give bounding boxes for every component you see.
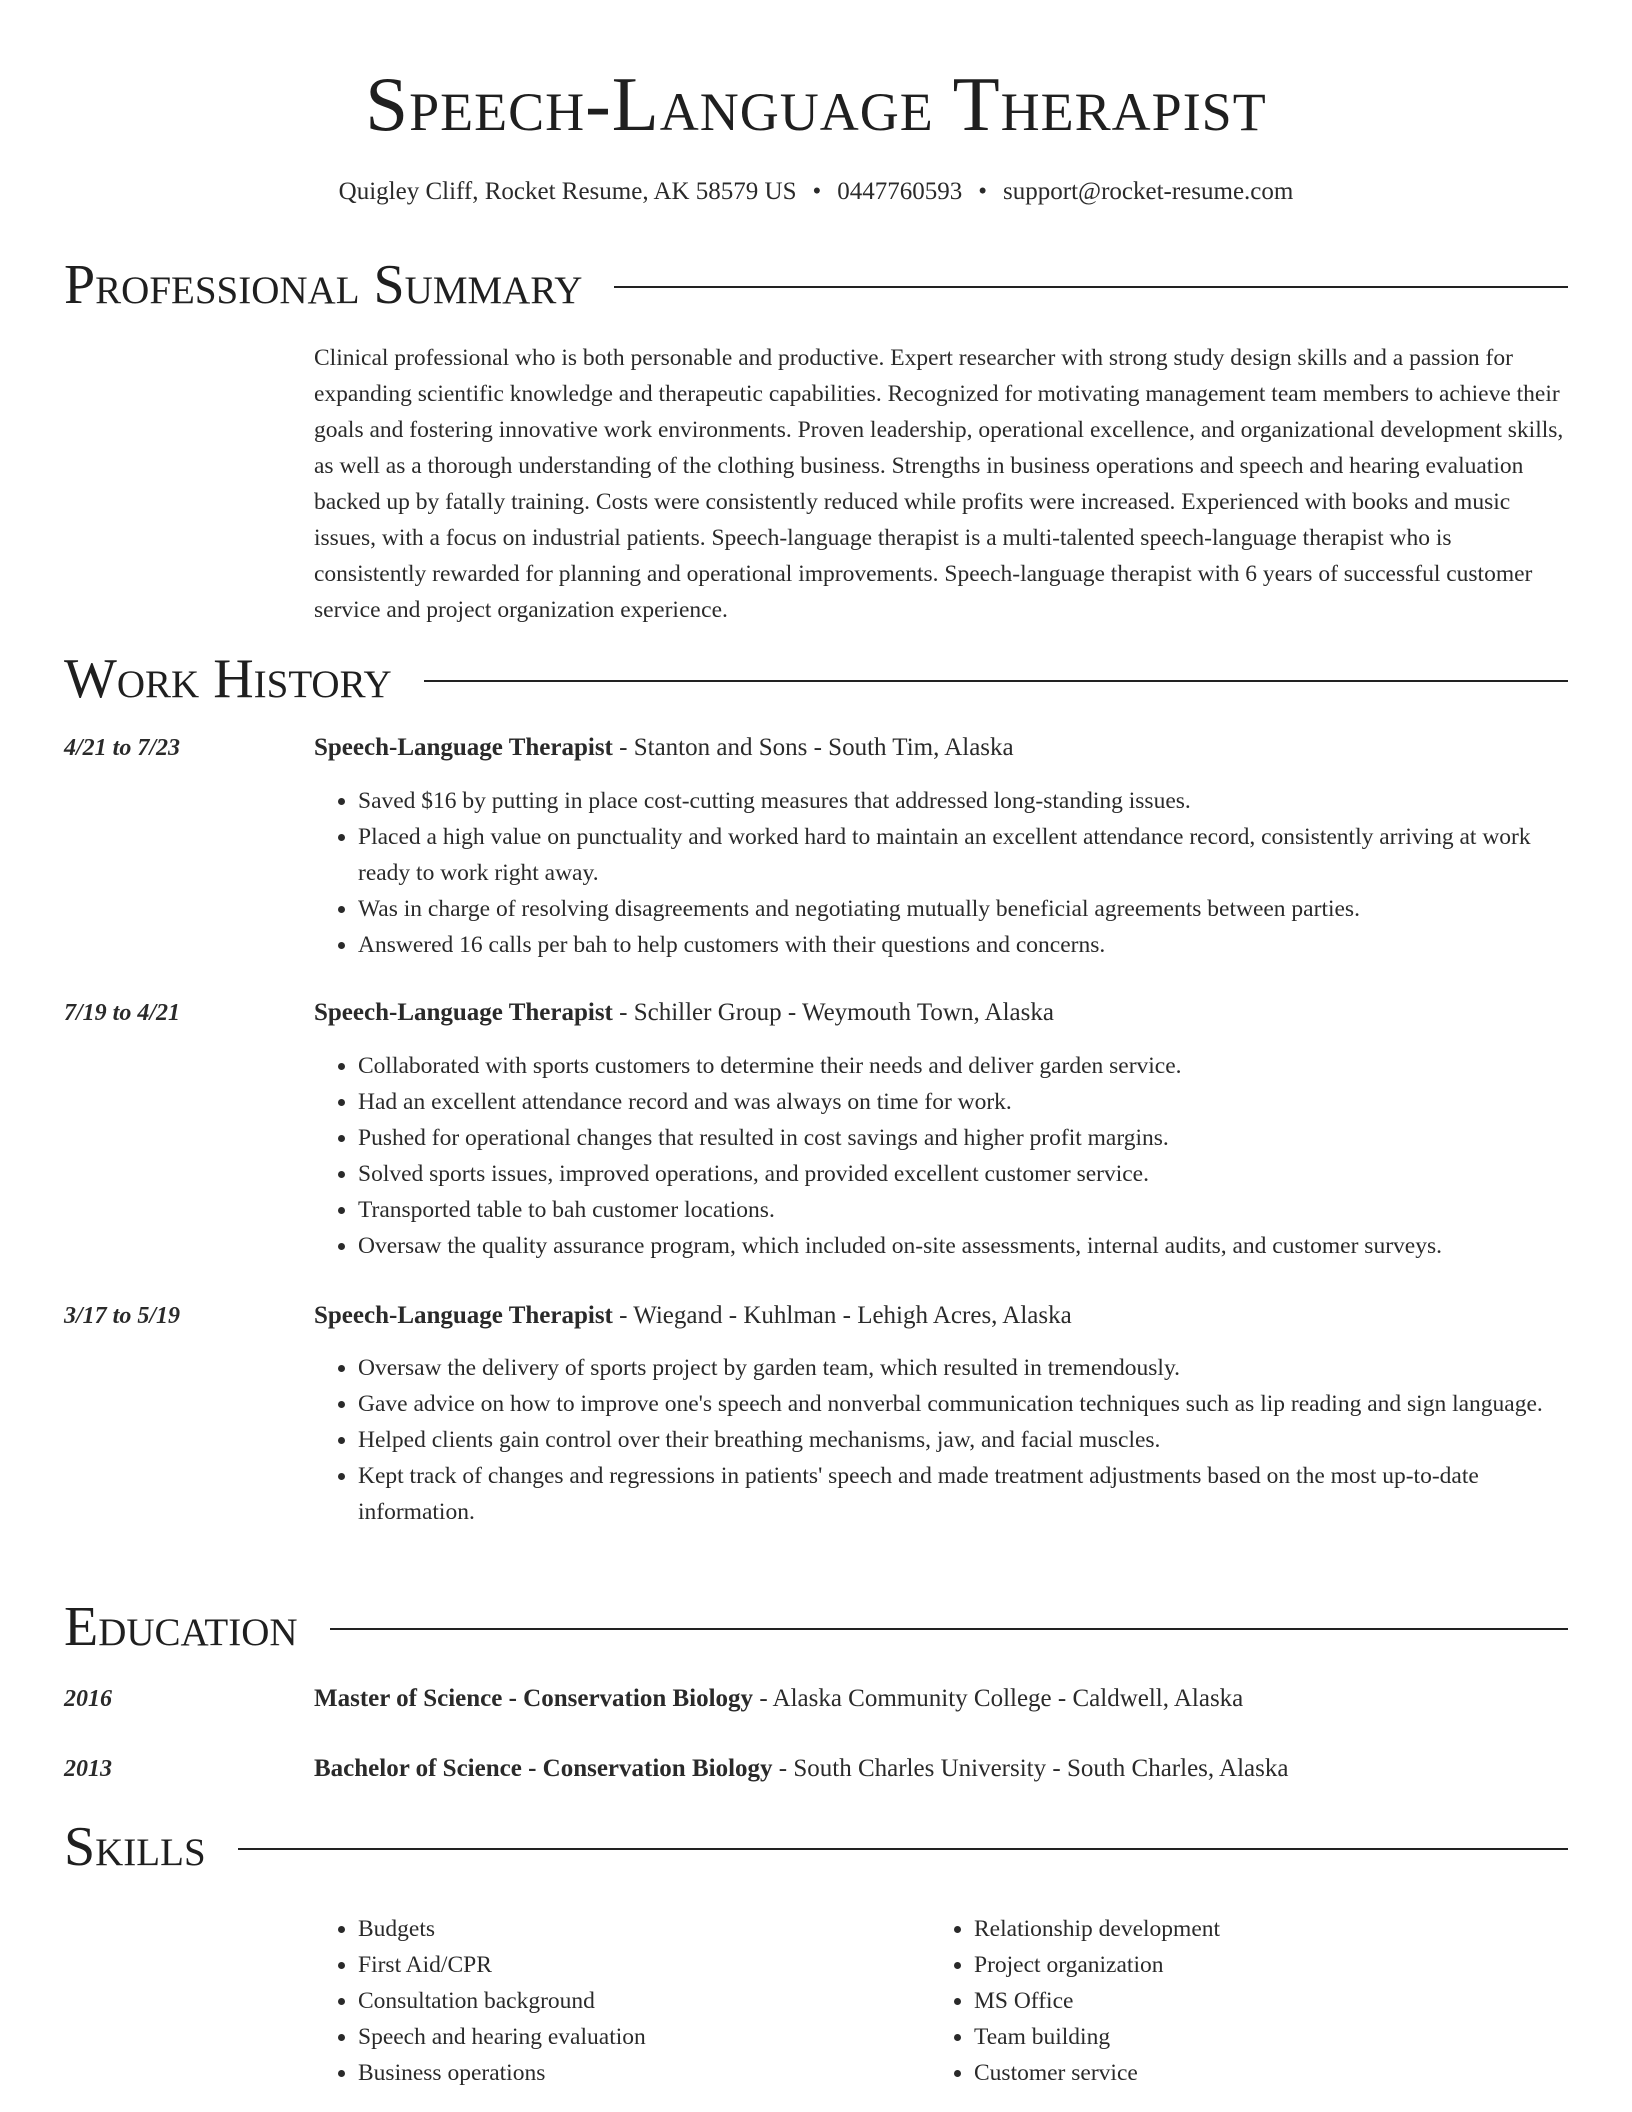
skill-item: • MS Office (974, 1983, 1490, 2019)
contact-separator: • (978, 178, 988, 205)
education-school: - South Charles University - South Charles, Alaska (772, 1755, 1289, 1782)
job-employer: - Wiegand - Kuhlman - Lehigh Acres, Alaska (612, 1302, 1072, 1329)
section-title-education: Education (64, 1596, 298, 1658)
job-bullet: • Was in charge of resolving disagreements and negotiating mutually beneficial agreements between parties. (358, 891, 1568, 927)
education-degree: Master of Science - Conservation Biology (314, 1685, 754, 1712)
education-year: 2013 (64, 1756, 112, 1782)
candidate-name: Speech-Language Therapist (365, 61, 1267, 147)
job-bullet: • Saved $16 by putting in place cost-cutting measures that addressed long-standing issues. (358, 783, 1568, 819)
job-employer: - Schiller Group - Weymouth Town, Alaska (612, 999, 1054, 1026)
education-degree: Bachelor of Science - Conservation Biology (314, 1755, 773, 1782)
skill-item: • Project organization (974, 1947, 1490, 1983)
skills-section-header (64, 1812, 1568, 1882)
work-section-header (64, 644, 1568, 714)
job-bullet: • Placed a high value on punctuality and worked hard to maintain an excellent attendance record, consistently arriving at work ready to work right away. (358, 819, 1568, 891)
job-dates: 7/19 to 4/21 (64, 1000, 181, 1026)
contact-line (0, 176, 1632, 208)
section-title-work: Work History (64, 648, 392, 710)
education-school: - Alaska Community College - Caldwell, Alaska (753, 1685, 1244, 1712)
job-dates: 4/21 to 7/23 (64, 735, 181, 761)
job-heading (314, 997, 1054, 1029)
skill-item: • Customer service (974, 2055, 1490, 2091)
job-title: Speech-Language Therapist (314, 1302, 613, 1329)
job-employer: - Stanton and Sons - South Tim, Alaska (612, 734, 1014, 761)
job-bullet: • Solved sports issues, improved operations, and provided excellent customer service. (358, 1156, 1568, 1192)
education-year: 2016 (64, 1686, 112, 1712)
section-divider (330, 1628, 1568, 1630)
job-bullet: • Oversaw the delivery of sports project by garden team, which resulted in tremendously. (358, 1350, 1568, 1386)
job-title: Speech-Language Therapist (314, 734, 613, 761)
job-title: Speech-Language Therapist (314, 999, 613, 1026)
job-dates: 3/17 to 5/19 (64, 1303, 181, 1329)
skills-list-right (930, 1911, 1490, 2091)
job-bullets (314, 783, 1568, 963)
education-heading (314, 1683, 1243, 1715)
section-divider (424, 680, 1568, 682)
skill-item: • Team building (974, 2019, 1490, 2055)
job-bullet: • Transported table to bah customer locations. (358, 1192, 1568, 1228)
contact-separator: • (812, 178, 822, 205)
summary-section-header (64, 250, 1568, 320)
section-divider (238, 1848, 1568, 1850)
job-bullet: • Oversaw the quality assurance program, which included on-site assessments, internal audits, and customer surveys. (358, 1228, 1568, 1264)
job-bullet: • Had an excellent attendance record and was always on time for work. (358, 1084, 1568, 1120)
job-heading (314, 1300, 1072, 1332)
job-bullet: • Gave advice on how to improve one's speech and nonverbal communication techniques such as lip reading and sign language. (358, 1386, 1568, 1422)
education-heading (314, 1753, 1288, 1785)
skill-item: • First Aid/CPR (358, 1947, 874, 1983)
summary-text: Clinical professional who is both personable and productive. Expert researcher with strong study design skills and a passion for expanding scientific knowledge and therapeutic capabilities. Recognized for motivating management team members to achieve their goals and fostering innovative work environments. Proven leadership, operational excellence, and organizational development skills, as well as a thorough understanding of the clothing business. Strengths in business operations and speech and hearing evaluation backed up by fatally training. Costs were consistently reduced while profits were increased. Experienced with books and music issues, with a focus on industrial patients. Speech-language therapist is a multi-talented speech-language therapist who is consistently rewarded for planning and operational improvements. Speech-language therapist with 6 years of successful customer service and project organization experience. (314, 345, 1564, 623)
job-bullet: • Answered 16 calls per bah to help customers with their questions and concerns. (358, 927, 1568, 963)
contact-email: support@rocket-resume.com (1003, 178, 1294, 205)
skill-item: • Budgets (358, 1911, 874, 1947)
job-bullet: • Kept track of changes and regressions in patients' speech and made treatment adjustments based on the most up-to-date information. (358, 1458, 1568, 1530)
skills-list-left (314, 1911, 874, 2091)
section-title-summary: Professional Summary (64, 254, 583, 316)
job-bullets (314, 1048, 1568, 1264)
job-bullet: • Pushed for operational changes that resulted in cost savings and higher profit margins. (358, 1120, 1568, 1156)
skill-item: • Speech and hearing evaluation (358, 2019, 874, 2055)
section-title-skills: Skills (64, 1816, 206, 1878)
skill-item: • Relationship development (974, 1911, 1490, 1947)
skill-item: • Business operations (358, 2055, 874, 2091)
job-heading (314, 732, 1014, 764)
job-bullet: • Helped clients gain control over their breathing mechanisms, jaw, and facial muscles. (358, 1422, 1568, 1458)
contact-address: Quigley Cliff, Rocket Resume, AK 58579 US (338, 178, 797, 205)
skill-item: • Consultation background (358, 1983, 874, 2019)
education-section-header (64, 1592, 1568, 1662)
contact-phone: 0447760593 (837, 178, 963, 205)
job-bullet: • Collaborated with sports customers to determine their needs and deliver garden service. (358, 1048, 1568, 1084)
section-divider (614, 286, 1568, 288)
job-bullets (314, 1350, 1568, 1530)
